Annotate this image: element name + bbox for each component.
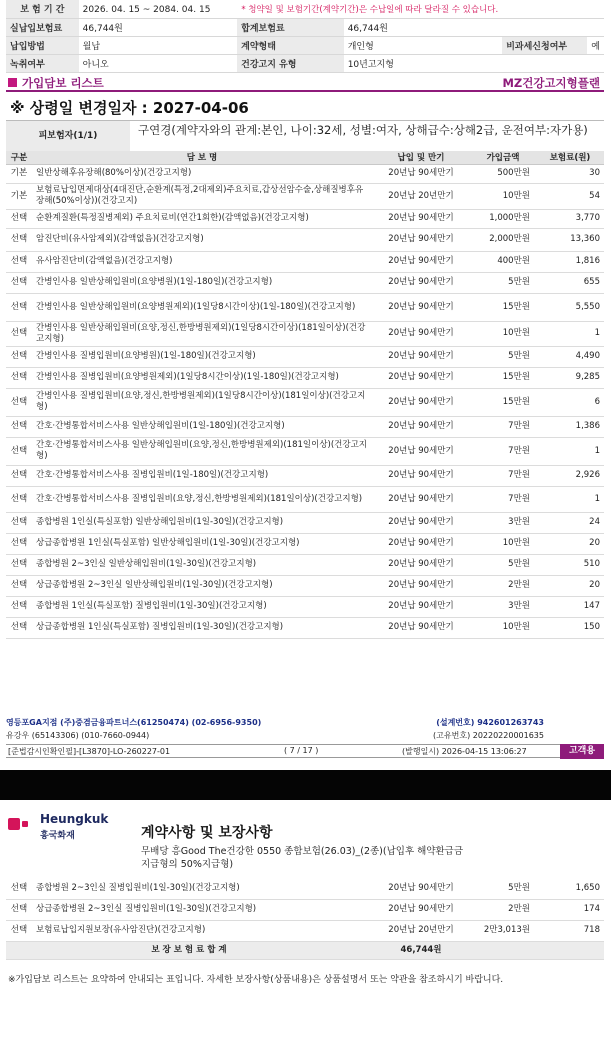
heungkuk-logo	[8, 806, 118, 846]
coverage-name: 간병인사용 질병입원비(요양병원제외)(1일당8시간이상)(1일-180일)(건강고지형)	[32, 367, 372, 388]
change-date-title: ※ 상령일 변경일자 : 2027-04-06	[10, 99, 249, 117]
product-name: 무배당 흥Good The건강한 0550 종합보험(26.03)_(2종)(납입후 해약환급금지급형의 50%지급형)	[141, 846, 464, 870]
coverage-premium: 655	[536, 272, 604, 293]
coverage-name: 암진단비(유사암제외)(감액없음)(건강고지형)	[32, 228, 372, 251]
coverage-premium: 150	[536, 617, 604, 638]
coverage-row	[6, 596, 604, 617]
coverage-row	[6, 437, 604, 465]
coverage-row	[6, 228, 604, 251]
coverage-premium: 4,490	[536, 346, 604, 367]
recording-label: 녹취여부	[6, 54, 79, 72]
coverage-list-header	[6, 74, 604, 92]
coverage-name: 종합병원 2~3인실 일반상해입원비(1일-30일)(건강고지형)	[32, 554, 372, 575]
coverage-kind: 선택	[6, 209, 32, 228]
coverage-table-continued	[6, 878, 604, 960]
coverage-name: 간호·간병통합서비스사용 일반상해입원비(1일-180일)(건강고지형)	[32, 416, 372, 437]
coverage-premium: 1,650	[536, 878, 604, 899]
total-premium-label: 합계보험료	[237, 18, 344, 36]
coverage-row	[6, 416, 604, 437]
page-number: ( 7 / 17 )	[284, 746, 319, 755]
coverage-premium: 1	[536, 321, 604, 346]
coverage-period: 20년납 90세만기	[372, 416, 470, 437]
coverage-kind: 선택	[6, 554, 32, 575]
summary-note: ※가입담보 리스트는 요약하여 안내되는 표입니다. 자세한 보장사항(상품내용)은 상품설명서 또는 약관을 참조하시기 바랍니다.	[8, 975, 504, 985]
total-premium-row	[6, 941, 604, 959]
coverage-period: 20년납 90세만기	[372, 228, 470, 251]
footer-bar	[6, 744, 604, 758]
coverage-premium: 54	[536, 183, 604, 209]
coverage-amount: 2만원	[470, 899, 536, 920]
coverage-kind: 선택	[6, 533, 32, 554]
coverage-kind: 선택	[6, 512, 32, 533]
col-period: 납입 및 만기	[372, 151, 470, 164]
unique-number: (고유번호) 20220220001635	[433, 731, 544, 740]
agent-info: 유강우 (65143306) (010-7660-0944)	[6, 731, 150, 740]
coverage-period: 20년납 90세만기	[372, 575, 470, 596]
period-label: 보 험 기 간	[6, 0, 79, 18]
coverage-kind: 선택	[6, 321, 32, 346]
coverage-row	[6, 512, 604, 533]
coverage-row	[6, 321, 604, 346]
coverage-name: 간병인사용 일반상해입원비(요양,정신,한방병원제외)(1일당8시간이상)(181일이상)(건강고지형)	[32, 321, 372, 346]
coverage-row	[6, 293, 604, 321]
insured-label: 피보험자(1/1)	[6, 121, 130, 151]
coverage-amount: 5만원	[470, 272, 536, 293]
coverage-kind: 선택	[6, 465, 32, 486]
coverage-premium: 9,285	[536, 367, 604, 388]
coverage-kind: 선택	[6, 486, 32, 512]
coverage-premium: 20	[536, 533, 604, 554]
contract-type-label: 계약형태	[237, 36, 344, 54]
heungkuk-logo-icon	[8, 816, 36, 832]
health-notice-label: 건강고지 유형	[237, 54, 344, 72]
coverage-row	[6, 617, 604, 638]
total-premium-label: 보 장 보 험 료 합 계	[6, 941, 372, 959]
coverage-row	[6, 899, 604, 920]
coverage-row	[6, 164, 604, 183]
coverage-row	[6, 272, 604, 293]
coverage-name: 간호·간병통합서비스사용 일반상해입원비(요양,정신,한방병원제외)(181일이상)(건강고지형)	[32, 437, 372, 465]
coverage-period: 20년납 90세만기	[372, 437, 470, 465]
coverage-premium: 2,926	[536, 465, 604, 486]
coverage-amount: 10만원	[470, 321, 536, 346]
customer-copy-badge: 고객용	[560, 744, 604, 759]
coverage-kind: 선택	[6, 293, 32, 321]
coverage-period: 20년납 90세만기	[372, 465, 470, 486]
coverage-premium: 6	[536, 388, 604, 416]
coverage-amount: 15만원	[470, 388, 536, 416]
coverage-period: 20년납 90세만기	[372, 367, 470, 388]
page2-title: 계약사항 및 보장사항	[141, 825, 273, 841]
coverage-row	[6, 554, 604, 575]
coverage-period: 20년납 90세만기	[372, 272, 470, 293]
coverage-premium: 174	[536, 899, 604, 920]
coverage-amount: 2,000만원	[470, 228, 536, 251]
coverage-period: 20년납 90세만기	[372, 251, 470, 272]
coverage-name: 상급종합병원 2~3인실 일반상해입원비(1일-30일)(건강고지형)	[32, 575, 372, 596]
coverage-amount: 5만원	[470, 554, 536, 575]
col-kind: 구분	[6, 151, 32, 164]
coverage-amount: 400만원	[470, 251, 536, 272]
coverage-period: 20년납 90세만기	[372, 878, 470, 899]
coverage-amount: 3만원	[470, 512, 536, 533]
page-separator	[0, 770, 611, 800]
coverage-name: 간병인사용 일반상해입원비(요양병원제외)(1일당8시간이상)(1일-180일)(건강고지형)	[32, 293, 372, 321]
coverage-name: 보험료납입면제대상(4대진단,순환계(특정,2대제외)주요치료,갑상선암수술,상해질병후유장해(50%이상))(건강고지)	[32, 183, 372, 209]
coverage-period: 20년납 90세만기	[372, 596, 470, 617]
coverage-kind: 선택	[6, 228, 32, 251]
coverage-amount: 3만원	[470, 596, 536, 617]
coverage-amount: 5만원	[470, 346, 536, 367]
design-number: (설계번호) 942601263743	[436, 718, 544, 727]
coverage-kind: 선택	[6, 899, 32, 920]
col-amount: 가입금액	[470, 151, 536, 164]
coverage-kind: 선택	[6, 251, 32, 272]
tax-exempt-value: 예	[587, 36, 604, 54]
payment-method-label: 납입방법	[6, 36, 79, 54]
issue-datetime: (발행일시) 2026-04-15 13:06:27	[402, 747, 527, 756]
coverage-row	[6, 388, 604, 416]
coverage-kind: 선택	[6, 416, 32, 437]
coverage-premium: 13,360	[536, 228, 604, 251]
col-coverage: 담 보 명	[32, 151, 372, 164]
coverage-premium: 3,770	[536, 209, 604, 228]
coverage-amount: 2만원	[470, 575, 536, 596]
coverage-name: 순환계질환(특정질병제외) 주요치료비(연간1회한)(감액없음)(건강고지형)	[32, 209, 372, 228]
coverage-name: 간병인사용 질병입원비(요양병원)(1일-180일)(건강고지형)	[32, 346, 372, 367]
actual-premium-label: 실납입보험료	[6, 18, 79, 36]
coverage-amount: 10만원	[470, 617, 536, 638]
coverage-kind: 선택	[6, 437, 32, 465]
contract-type-value: 개인형	[344, 36, 503, 54]
insured-value: 구연경(계약자와의 관계:본인, 나이:32세, 성별:여자, 상해급수:상해2급, 운전여부:자가용)	[138, 123, 588, 137]
coverage-premium: 20	[536, 575, 604, 596]
coverage-premium: 510	[536, 554, 604, 575]
coverage-kind: 선택	[6, 878, 32, 899]
insured-row	[6, 120, 604, 150]
recording-value: 아니오	[79, 54, 237, 72]
plan-name: MZ건강고지형플랜	[502, 76, 600, 90]
coverage-name: 간병인사용 질병입원비(요양,정신,한방병원제외)(1일당8시간이상)(181일이상)(건강고지형)	[32, 388, 372, 416]
coverage-name: 상급종합병원 1인실(특실포함) 일반상해입원비(1일-30일)(건강고지형)	[32, 533, 372, 554]
coverage-amount: 7만원	[470, 465, 536, 486]
coverage-name: 유사암진단비(감액없음)(건강고지형)	[32, 251, 372, 272]
coverage-premium: 1	[536, 437, 604, 465]
coverage-row	[6, 209, 604, 228]
coverage-premium: 1,816	[536, 251, 604, 272]
period-value: 2026. 04. 15 ~ 2084. 04. 15 * 청약일 및 보험기간(계약기간)은 수납일에 따라 달라질 수 있습니다.	[79, 0, 503, 18]
coverage-row	[6, 367, 604, 388]
coverage-premium: 718	[536, 920, 604, 941]
coverage-kind: 기본	[6, 183, 32, 209]
actual-premium-value: 46,744원	[79, 18, 237, 36]
coverage-row	[6, 920, 604, 941]
coverage-row	[6, 346, 604, 367]
coverage-period: 20년납 20년만기	[372, 920, 470, 941]
coverage-name: 간호·간병통합서비스사용 질병입원비(요양,정신,한방병원제외)(181일이상)(건강고지형)	[32, 486, 372, 512]
health-notice-value: 10년고지형	[344, 54, 503, 72]
period-notice: * 청약일 및 보험기간(계약기간)은 수납일에 따라 달라질 수 있습니다.	[241, 4, 499, 15]
coverage-period: 20년납 90세만기	[372, 293, 470, 321]
total-premium-value: 46,744원	[344, 18, 503, 36]
coverage-period: 20년납 90세만기	[372, 209, 470, 228]
coverage-period: 20년납 20년만기	[372, 183, 470, 209]
coverage-premium: 147	[536, 596, 604, 617]
coverage-premium: 1,386	[536, 416, 604, 437]
coverage-row	[6, 465, 604, 486]
coverage-amount: 2만3,013원	[470, 920, 536, 941]
col-premium: 보험료(원)	[536, 151, 604, 164]
coverage-amount: 7만원	[470, 437, 536, 465]
coverage-period: 20년납 90세만기	[372, 164, 470, 183]
coverage-period: 20년납 90세만기	[372, 486, 470, 512]
coverage-period: 20년납 90세만기	[372, 512, 470, 533]
contract-info-table	[6, 0, 604, 73]
coverage-period: 20년납 90세만기	[372, 899, 470, 920]
coverage-name: 일반상해후유장해(80%이상)(건강고지형)	[32, 164, 372, 183]
policy-page-2	[0, 800, 611, 1040]
payment-method-value: 월납	[79, 36, 237, 54]
total-premium-value: 46,744원	[372, 941, 470, 959]
coverage-name: 종합병원 1인실(특실포함) 질병입원비(1일-30일)(건강고지형)	[32, 596, 372, 617]
coverage-row	[6, 486, 604, 512]
coverage-name: 상급종합병원 2~3인실 질병입원비(1일-30일)(건강고지형)	[32, 899, 372, 920]
coverage-name: 종합병원 2~3인실 질병입원비(1일-30일)(건강고지형)	[32, 878, 372, 899]
coverage-amount: 1,000만원	[470, 209, 536, 228]
coverage-kind: 선택	[6, 920, 32, 941]
coverage-row	[6, 251, 604, 272]
coverage-premium: 1	[536, 486, 604, 512]
coverage-name: 상급종합병원 1인실(특실포함) 질병입원비(1일-30일)(건강고지형)	[32, 617, 372, 638]
coverage-row	[6, 183, 604, 209]
coverage-name: 종합병원 1인실(특실포함) 일반상해입원비(1일-30일)(건강고지형)	[32, 512, 372, 533]
coverage-kind: 선택	[6, 617, 32, 638]
coverage-row	[6, 878, 604, 899]
coverage-kind: 선택	[6, 596, 32, 617]
coverage-period: 20년납 90세만기	[372, 533, 470, 554]
coverage-table	[6, 151, 604, 639]
coverage-kind: 기본	[6, 164, 32, 183]
coverage-list-title: 가입담보 리스트	[22, 76, 104, 90]
coverage-premium: 30	[536, 164, 604, 183]
coverage-amount: 5만원	[470, 878, 536, 899]
coverage-kind: 선택	[6, 388, 32, 416]
coverage-amount: 10만원	[470, 183, 536, 209]
logo-name-en: Heungkuk	[40, 812, 109, 826]
coverage-kind: 선택	[6, 346, 32, 367]
agency-info: 영등포GA지점 (주)중겸금융파트너스(61250474) (02-6956-9350)	[6, 718, 262, 727]
coverage-kind: 선택	[6, 272, 32, 293]
coverage-row	[6, 575, 604, 596]
section-square-icon	[8, 78, 17, 87]
coverage-name: 간호·간병통합서비스사용 질병입원비(1일-180일)(건강고지형)	[32, 465, 372, 486]
coverage-amount: 10만원	[470, 533, 536, 554]
coverage-row	[6, 533, 604, 554]
coverage-name: 간병인사용 일반상해입원비(요양병원)(1일-180일)(건강고지형)	[32, 272, 372, 293]
coverage-period: 20년납 90세만기	[372, 554, 470, 575]
coverage-kind: 선택	[6, 367, 32, 388]
tax-exempt-label: 비과세신청여부	[502, 36, 587, 54]
coverage-amount: 7만원	[470, 486, 536, 512]
coverage-period: 20년납 90세만기	[372, 346, 470, 367]
coverage-amount: 7만원	[470, 416, 536, 437]
coverage-amount: 500만원	[470, 164, 536, 183]
coverage-premium: 24	[536, 512, 604, 533]
coverage-amount: 15만원	[470, 293, 536, 321]
coverage-period: 20년납 90세만기	[372, 388, 470, 416]
coverage-kind: 선택	[6, 575, 32, 596]
approval-code: [준법감시인확인필]-[L3870]-LO-260227-01	[8, 747, 171, 756]
coverage-amount: 15만원	[470, 367, 536, 388]
coverage-premium: 5,550	[536, 293, 604, 321]
coverage-name: 보험료납입지원보장(유사암진단)(건강고지형)	[32, 920, 372, 941]
coverage-period: 20년납 90세만기	[372, 617, 470, 638]
logo-name-kr: 흥국화재	[40, 831, 75, 841]
coverage-period: 20년납 90세만기	[372, 321, 470, 346]
